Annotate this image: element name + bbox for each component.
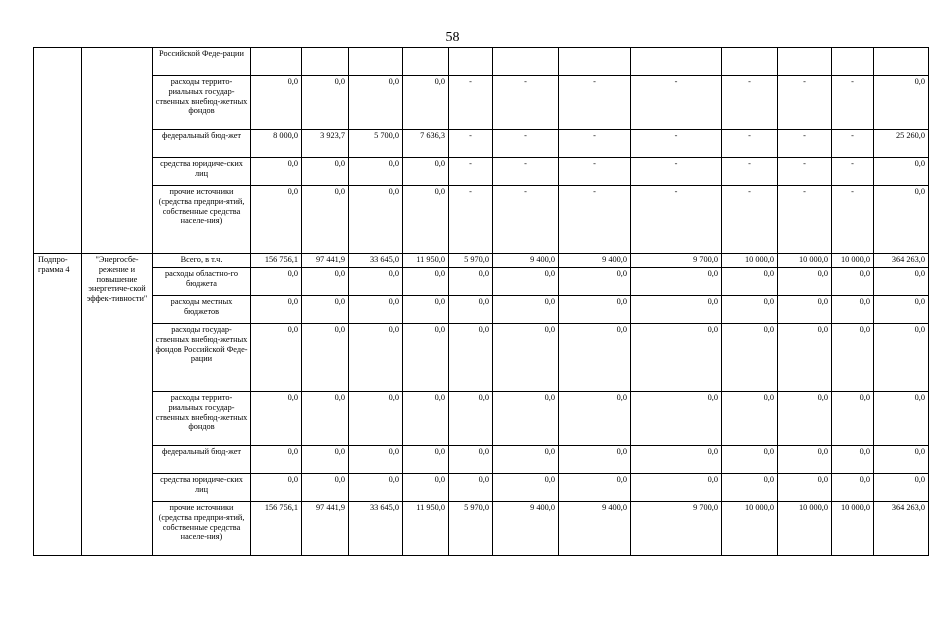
value-cell: 10 000,0 — [832, 502, 874, 556]
value-cell: 0,0 — [449, 268, 493, 296]
value-cell: 0,0 — [449, 474, 493, 502]
value-cell: 0,0 — [559, 392, 631, 446]
value-cell — [778, 48, 832, 76]
value-cell: 0,0 — [778, 474, 832, 502]
value-cell: 0,0 — [832, 446, 874, 474]
value-cell: 0,0 — [349, 324, 403, 392]
value-cell: 0,0 — [631, 446, 722, 474]
value-cell — [832, 48, 874, 76]
value-cell: 0,0 — [251, 186, 302, 254]
value-cell: 0,0 — [559, 296, 631, 324]
budget-table — [33, 47, 929, 556]
value-cell: 0,0 — [874, 474, 929, 502]
value-cell: - — [832, 186, 874, 254]
value-cell: 0,0 — [403, 446, 449, 474]
value-cell: 0,0 — [493, 474, 559, 502]
value-cell: 0,0 — [559, 446, 631, 474]
value-cell: 0,0 — [251, 474, 302, 502]
value-cell: 8 000,0 — [251, 130, 302, 158]
value-cell: 0,0 — [778, 446, 832, 474]
value-cell: 0,0 — [874, 392, 929, 446]
page-number: 58 — [445, 30, 460, 45]
value-cell: 0,0 — [832, 268, 874, 296]
value-cell: 0,0 — [832, 392, 874, 446]
value-cell: - — [778, 130, 832, 158]
value-cell: 0,0 — [302, 76, 349, 130]
value-cell: - — [559, 186, 631, 254]
value-cell: 0,0 — [874, 296, 929, 324]
value-cell: 11 950,0 — [403, 254, 449, 268]
value-cell: 0,0 — [874, 268, 929, 296]
value-cell: 0,0 — [449, 324, 493, 392]
value-cell: 7 636,3 — [403, 130, 449, 158]
value-cell: 0,0 — [778, 392, 832, 446]
value-cell: 9 400,0 — [559, 502, 631, 556]
row-label: расходы террито-риальных государ-ственных внебюд-жетных фондов — [153, 392, 251, 446]
value-cell: 10 000,0 — [722, 254, 778, 268]
value-cell: - — [631, 186, 722, 254]
value-cell: 0,0 — [631, 392, 722, 446]
table-row — [34, 474, 929, 502]
value-cell: - — [493, 76, 559, 130]
value-cell: - — [449, 186, 493, 254]
value-cell: 0,0 — [349, 158, 403, 186]
value-cell: - — [722, 158, 778, 186]
value-cell — [722, 48, 778, 76]
value-cell: 0,0 — [349, 296, 403, 324]
value-cell: 0,0 — [349, 186, 403, 254]
value-cell — [493, 48, 559, 76]
value-cell: 0,0 — [349, 76, 403, 130]
value-cell: 0,0 — [349, 392, 403, 446]
table-row — [34, 186, 929, 254]
value-cell: - — [722, 186, 778, 254]
value-cell: 0,0 — [251, 392, 302, 446]
value-cell: 0,0 — [449, 296, 493, 324]
value-cell: 0,0 — [559, 474, 631, 502]
table-row — [34, 158, 929, 186]
value-cell: 0,0 — [722, 268, 778, 296]
table-row — [34, 254, 929, 268]
value-cell: - — [559, 130, 631, 158]
value-cell: - — [559, 158, 631, 186]
value-cell: 0,0 — [403, 268, 449, 296]
value-cell — [349, 48, 403, 76]
value-cell: 9 400,0 — [493, 254, 559, 268]
value-cell: 97 441,9 — [302, 254, 349, 268]
row-label: федеральный бюд-жет — [153, 446, 251, 474]
value-cell: 364 263,0 — [874, 502, 929, 556]
row-label: средства юридиче-ских лиц — [153, 158, 251, 186]
row-label: прочие источники (средства предпри-ятий, собственные средства населе-ния) — [153, 186, 251, 254]
row-label: расходы местных бюджетов — [153, 296, 251, 324]
value-cell: 0,0 — [559, 324, 631, 392]
value-cell: 0,0 — [832, 296, 874, 324]
value-cell: - — [778, 158, 832, 186]
value-cell: 0,0 — [493, 324, 559, 392]
value-cell: 0,0 — [874, 186, 929, 254]
value-cell: 0,0 — [349, 474, 403, 502]
value-cell: - — [449, 76, 493, 130]
row-label: Всего, в т.ч. — [153, 254, 251, 268]
value-cell: - — [493, 130, 559, 158]
value-cell: 0,0 — [403, 296, 449, 324]
value-cell: 0,0 — [493, 392, 559, 446]
value-cell: - — [832, 76, 874, 130]
value-cell: - — [449, 130, 493, 158]
value-cell: 0,0 — [778, 324, 832, 392]
value-cell: 0,0 — [403, 324, 449, 392]
value-cell: 0,0 — [403, 186, 449, 254]
value-cell: 0,0 — [302, 296, 349, 324]
table-row — [34, 76, 929, 130]
value-cell: 5 970,0 — [449, 254, 493, 268]
table-row — [34, 48, 929, 76]
value-cell: 9 700,0 — [631, 254, 722, 268]
table-row — [34, 392, 929, 446]
value-cell: 0,0 — [449, 446, 493, 474]
value-cell: - — [559, 76, 631, 130]
value-cell: 11 950,0 — [403, 502, 449, 556]
value-cell: 0,0 — [778, 268, 832, 296]
value-cell: - — [631, 130, 722, 158]
value-cell: - — [832, 158, 874, 186]
value-cell: - — [778, 76, 832, 130]
value-cell: 0,0 — [251, 76, 302, 130]
value-cell: 0,0 — [631, 268, 722, 296]
value-cell: 364 263,0 — [874, 254, 929, 268]
value-cell: 0,0 — [302, 474, 349, 502]
row-label: расходы государ-ственных внебюд-жетных фондов Российской Феде-рации — [153, 324, 251, 392]
table-body — [34, 48, 929, 556]
value-cell: 0,0 — [631, 324, 722, 392]
value-cell: 156 756,1 — [251, 502, 302, 556]
row-label: расходы террито-риальных государ-ственных внебюд-жетных фондов — [153, 76, 251, 130]
value-cell: 0,0 — [631, 296, 722, 324]
value-cell: 5 970,0 — [449, 502, 493, 556]
value-cell: 0,0 — [493, 268, 559, 296]
value-cell: 0,0 — [302, 158, 349, 186]
value-cell: 0,0 — [832, 474, 874, 502]
value-cell: 0,0 — [251, 296, 302, 324]
value-cell: 9 400,0 — [493, 502, 559, 556]
value-cell: - — [493, 158, 559, 186]
value-cell: 10 000,0 — [778, 502, 832, 556]
value-cell: 0,0 — [302, 392, 349, 446]
table-row — [34, 268, 929, 296]
subprogram-name: "Энергосбе-режение и повышение энергетиче-ской эффек-тивности" — [82, 254, 153, 556]
value-cell: 0,0 — [251, 324, 302, 392]
value-cell: 0,0 — [722, 474, 778, 502]
value-cell: - — [778, 186, 832, 254]
value-cell: 25 260,0 — [874, 130, 929, 158]
value-cell — [559, 48, 631, 76]
value-cell: 0,0 — [493, 296, 559, 324]
table-row — [34, 130, 929, 158]
value-cell: 3 923,7 — [302, 130, 349, 158]
value-cell: 0,0 — [874, 324, 929, 392]
value-cell: 0,0 — [722, 296, 778, 324]
value-cell: 0,0 — [722, 324, 778, 392]
value-cell — [302, 48, 349, 76]
value-cell: - — [722, 130, 778, 158]
table-row — [34, 324, 929, 392]
subprogram-number: Подпро-грамма 4 — [34, 254, 82, 556]
value-cell: 0,0 — [302, 268, 349, 296]
row-label: средства юридиче-ских лиц — [153, 474, 251, 502]
value-cell: 33 645,0 — [349, 502, 403, 556]
blank-name-cell — [82, 48, 153, 254]
value-cell: - — [631, 158, 722, 186]
value-cell: 10 000,0 — [722, 502, 778, 556]
value-cell: 0,0 — [722, 392, 778, 446]
value-cell: 0,0 — [449, 392, 493, 446]
value-cell: 0,0 — [403, 76, 449, 130]
value-cell: 0,0 — [403, 474, 449, 502]
value-cell — [251, 48, 302, 76]
value-cell: 0,0 — [349, 268, 403, 296]
value-cell: 0,0 — [874, 76, 929, 130]
table-row — [34, 502, 929, 556]
value-cell: 0,0 — [778, 296, 832, 324]
value-cell: 0,0 — [302, 324, 349, 392]
value-cell: 10 000,0 — [778, 254, 832, 268]
value-cell: 5 700,0 — [349, 130, 403, 158]
value-cell: 0,0 — [559, 268, 631, 296]
value-cell: 9 400,0 — [559, 254, 631, 268]
table-row — [34, 296, 929, 324]
value-cell: - — [631, 76, 722, 130]
value-cell: 156 756,1 — [251, 254, 302, 268]
value-cell: - — [493, 186, 559, 254]
value-cell: 0,0 — [631, 474, 722, 502]
value-cell: - — [832, 130, 874, 158]
value-cell: 0,0 — [832, 324, 874, 392]
table-row — [34, 446, 929, 474]
value-cell: 9 700,0 — [631, 502, 722, 556]
value-cell: 0,0 — [874, 446, 929, 474]
blank-program-cell — [34, 48, 82, 254]
value-cell: 0,0 — [403, 158, 449, 186]
value-cell — [449, 48, 493, 76]
value-cell: 0,0 — [251, 446, 302, 474]
row-label: Российской Феде-рации — [153, 48, 251, 76]
value-cell: 0,0 — [302, 186, 349, 254]
value-cell: 0,0 — [874, 158, 929, 186]
value-cell: 0,0 — [302, 446, 349, 474]
value-cell: - — [722, 76, 778, 130]
value-cell: 97 441,9 — [302, 502, 349, 556]
row-label: прочие источники (средства предпри-ятий, собственные средства населе-ния) — [153, 502, 251, 556]
value-cell: 0,0 — [722, 446, 778, 474]
value-cell: 0,0 — [251, 268, 302, 296]
value-cell — [631, 48, 722, 76]
value-cell: 10 000,0 — [832, 254, 874, 268]
value-cell — [403, 48, 449, 76]
value-cell — [874, 48, 929, 76]
value-cell: 0,0 — [493, 446, 559, 474]
value-cell: 0,0 — [349, 446, 403, 474]
value-cell: 0,0 — [403, 392, 449, 446]
row-label: федеральный бюд-жет — [153, 130, 251, 158]
value-cell: - — [449, 158, 493, 186]
row-label: расходы областно-го бюджета — [153, 268, 251, 296]
value-cell: 33 645,0 — [349, 254, 403, 268]
value-cell: 0,0 — [251, 158, 302, 186]
